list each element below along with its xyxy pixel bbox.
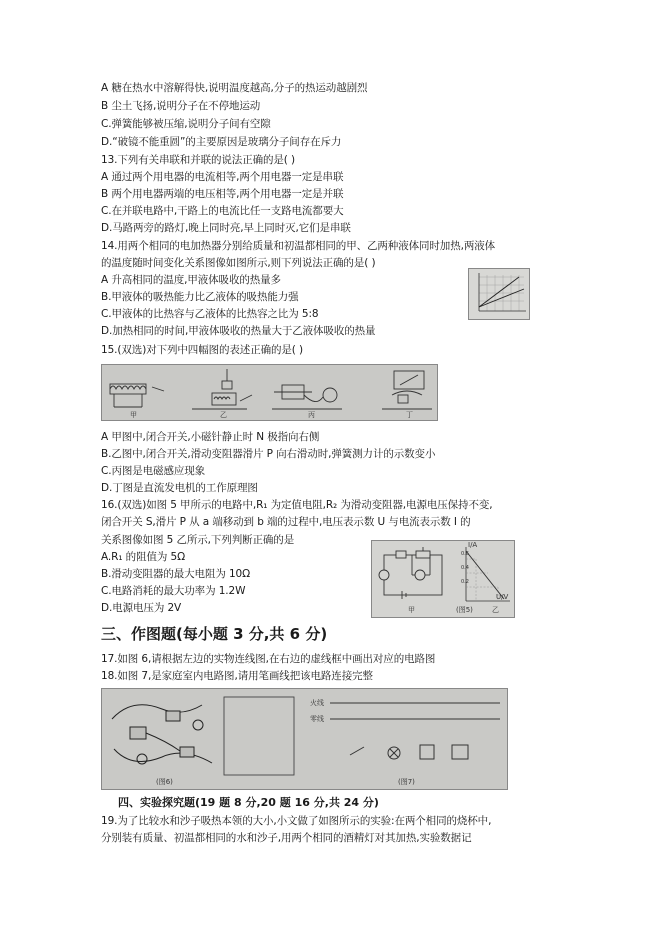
q13-option-c: C.在并联电路中,干路上的电流比任一支路电流都要大 (101, 205, 344, 217)
q18-stem: 18.如图 7,是家庭室内电路图,请用笔画线把该电路连接完整 (101, 670, 373, 682)
q14-option-b: B.甲液体的吸热能力比乙液体的吸热能力强 (101, 291, 299, 303)
q13-option-b: B 两个用电器两端的电压相等,两个用电器一定是并联 (101, 188, 344, 200)
q16-stem-1: 16.(双选)如图 5 甲所示的电路中,R₁ 为定值电阻,R₂ 为滑动变阻器,电源电压保持不变, (101, 499, 493, 511)
q14-stem-1: 14.用两个相同的电加热器分别给质量和初温都相同的甲、乙两种液体同时加热,两液体 (101, 240, 496, 252)
q12-option-c: C.弹簧能够被压缩,说明分子间有空隙 (101, 118, 271, 130)
q13-option-a: A 通过两个用电器的电流相等,两个用电器一定是串联 (101, 171, 344, 183)
q14-option-d: D.加热相同的时间,甲液体吸收的热量大于乙液体吸收的热量 (101, 325, 376, 337)
q16-option-a: A.R₁ 的阻值为 5Ω (101, 551, 186, 563)
q14-stem-2: 的温度随时间变化关系图像如图所示,则下列说法正确的是( ) (101, 257, 376, 269)
svg-text:0.6: 0.6 (461, 551, 469, 557)
fig7-live-wire-label: 火线 (310, 699, 324, 707)
fig5-name-label: (图5) (456, 606, 473, 614)
q16-option-b: B.滑动变阻器的最大电阻为 10Ω (101, 568, 251, 580)
q17-stem: 17.如图 6,请根据左边的实物连线图,在右边的虚线框中画出对应的电路图 (101, 653, 436, 665)
section-3-heading: 三、作图题(每小题 3 分,共 6 分) (101, 625, 328, 643)
fig5-axis-u-label: U/V (496, 593, 509, 601)
q13-stem: 13.下列有关串联和并联的说法正确的是( ) (101, 154, 296, 166)
q15-option-a: A 甲图中,闭合开关,小磁针静止时 N 极指向右侧 (101, 431, 320, 443)
svg-text:0.4: 0.4 (461, 565, 469, 571)
section-4-heading: 四、实验探究题(19 题 8 分,20 题 16 分,共 24 分) (118, 796, 379, 809)
q15-option-d: D.丁图是直流发电机的工作原理图 (101, 482, 258, 494)
q14-option-c: C.甲液体的比热容与乙液体的比热容之比为 5:8 (101, 308, 319, 320)
q15-fig-jia-label: 甲 (130, 411, 137, 419)
fig6-name-label: (图6) (156, 778, 173, 786)
fig5-jia-label: 甲 (408, 606, 415, 614)
q14-option-a: A 升高相同的温度,甲液体吸收的热量多 (101, 274, 281, 286)
q15-fig-bing-label: 丙 (308, 411, 315, 419)
fig5-yi-label: 乙 (492, 606, 499, 614)
fig7-name-label: (图7) (398, 778, 415, 786)
q15-fig-ding-label: 丁 (406, 411, 413, 419)
q12-option-b: B 尘土飞扬,说明分子在不停地运动 (101, 100, 261, 112)
q15-stem: 15.(双选)对下列中四幅图的表述正确的是( ) (101, 344, 304, 356)
q19-stem-1: 19.为了比较水和沙子吸热本领的大小,小文做了如图所示的实验:在两个相同的烧杯中, (101, 815, 492, 827)
fig5-axis-i-label: I/A (468, 541, 478, 549)
svg-text:0.2: 0.2 (461, 579, 469, 585)
q13-option-d: D.马路两旁的路灯,晚上同时亮,早上同时灭,它们是串联 (101, 222, 351, 234)
q12-option-d: D.“破镜不能重圆”的主要原因是玻璃分子间存在斥力 (101, 136, 342, 148)
q15-four-figures (101, 364, 438, 421)
figure-5-circuit-and-graph (371, 540, 515, 618)
q16-stem-3: 关系图像如图 5 乙所示,下列判断正确的是 (101, 534, 295, 546)
figures-6-and-7 (101, 688, 508, 790)
fig7-neutral-wire-label: 零线 (310, 715, 324, 723)
q15-option-c: C.丙图是电磁感应现象 (101, 465, 206, 477)
q19-stem-2: 分别装有质量、初温都相同的水和沙子,用两个相同的酒精灯对其加热,实验数据记 (101, 832, 472, 844)
q12-option-a: A 糖在热水中溶解得快,说明温度越高,分子的热运动越剧烈 (101, 82, 368, 94)
q15-fig-yi-label: 乙 (220, 411, 227, 419)
q16-option-c: C.电路消耗的最大功率为 1.2W (101, 585, 246, 597)
q14-temperature-graph (468, 268, 530, 320)
q15-option-b: B.乙图中,闭合开关,滑动变阻器滑片 P 向右滑动时,弹簧测力计的示数变小 (101, 448, 436, 460)
q16-option-d: D.电源电压为 2V (101, 602, 182, 614)
q16-stem-2: 闭合开关 S,滑片 P 从 a 端移动到 b 端的过程中,电压表示数 U 与电流表示数 I 的 (101, 516, 471, 528)
